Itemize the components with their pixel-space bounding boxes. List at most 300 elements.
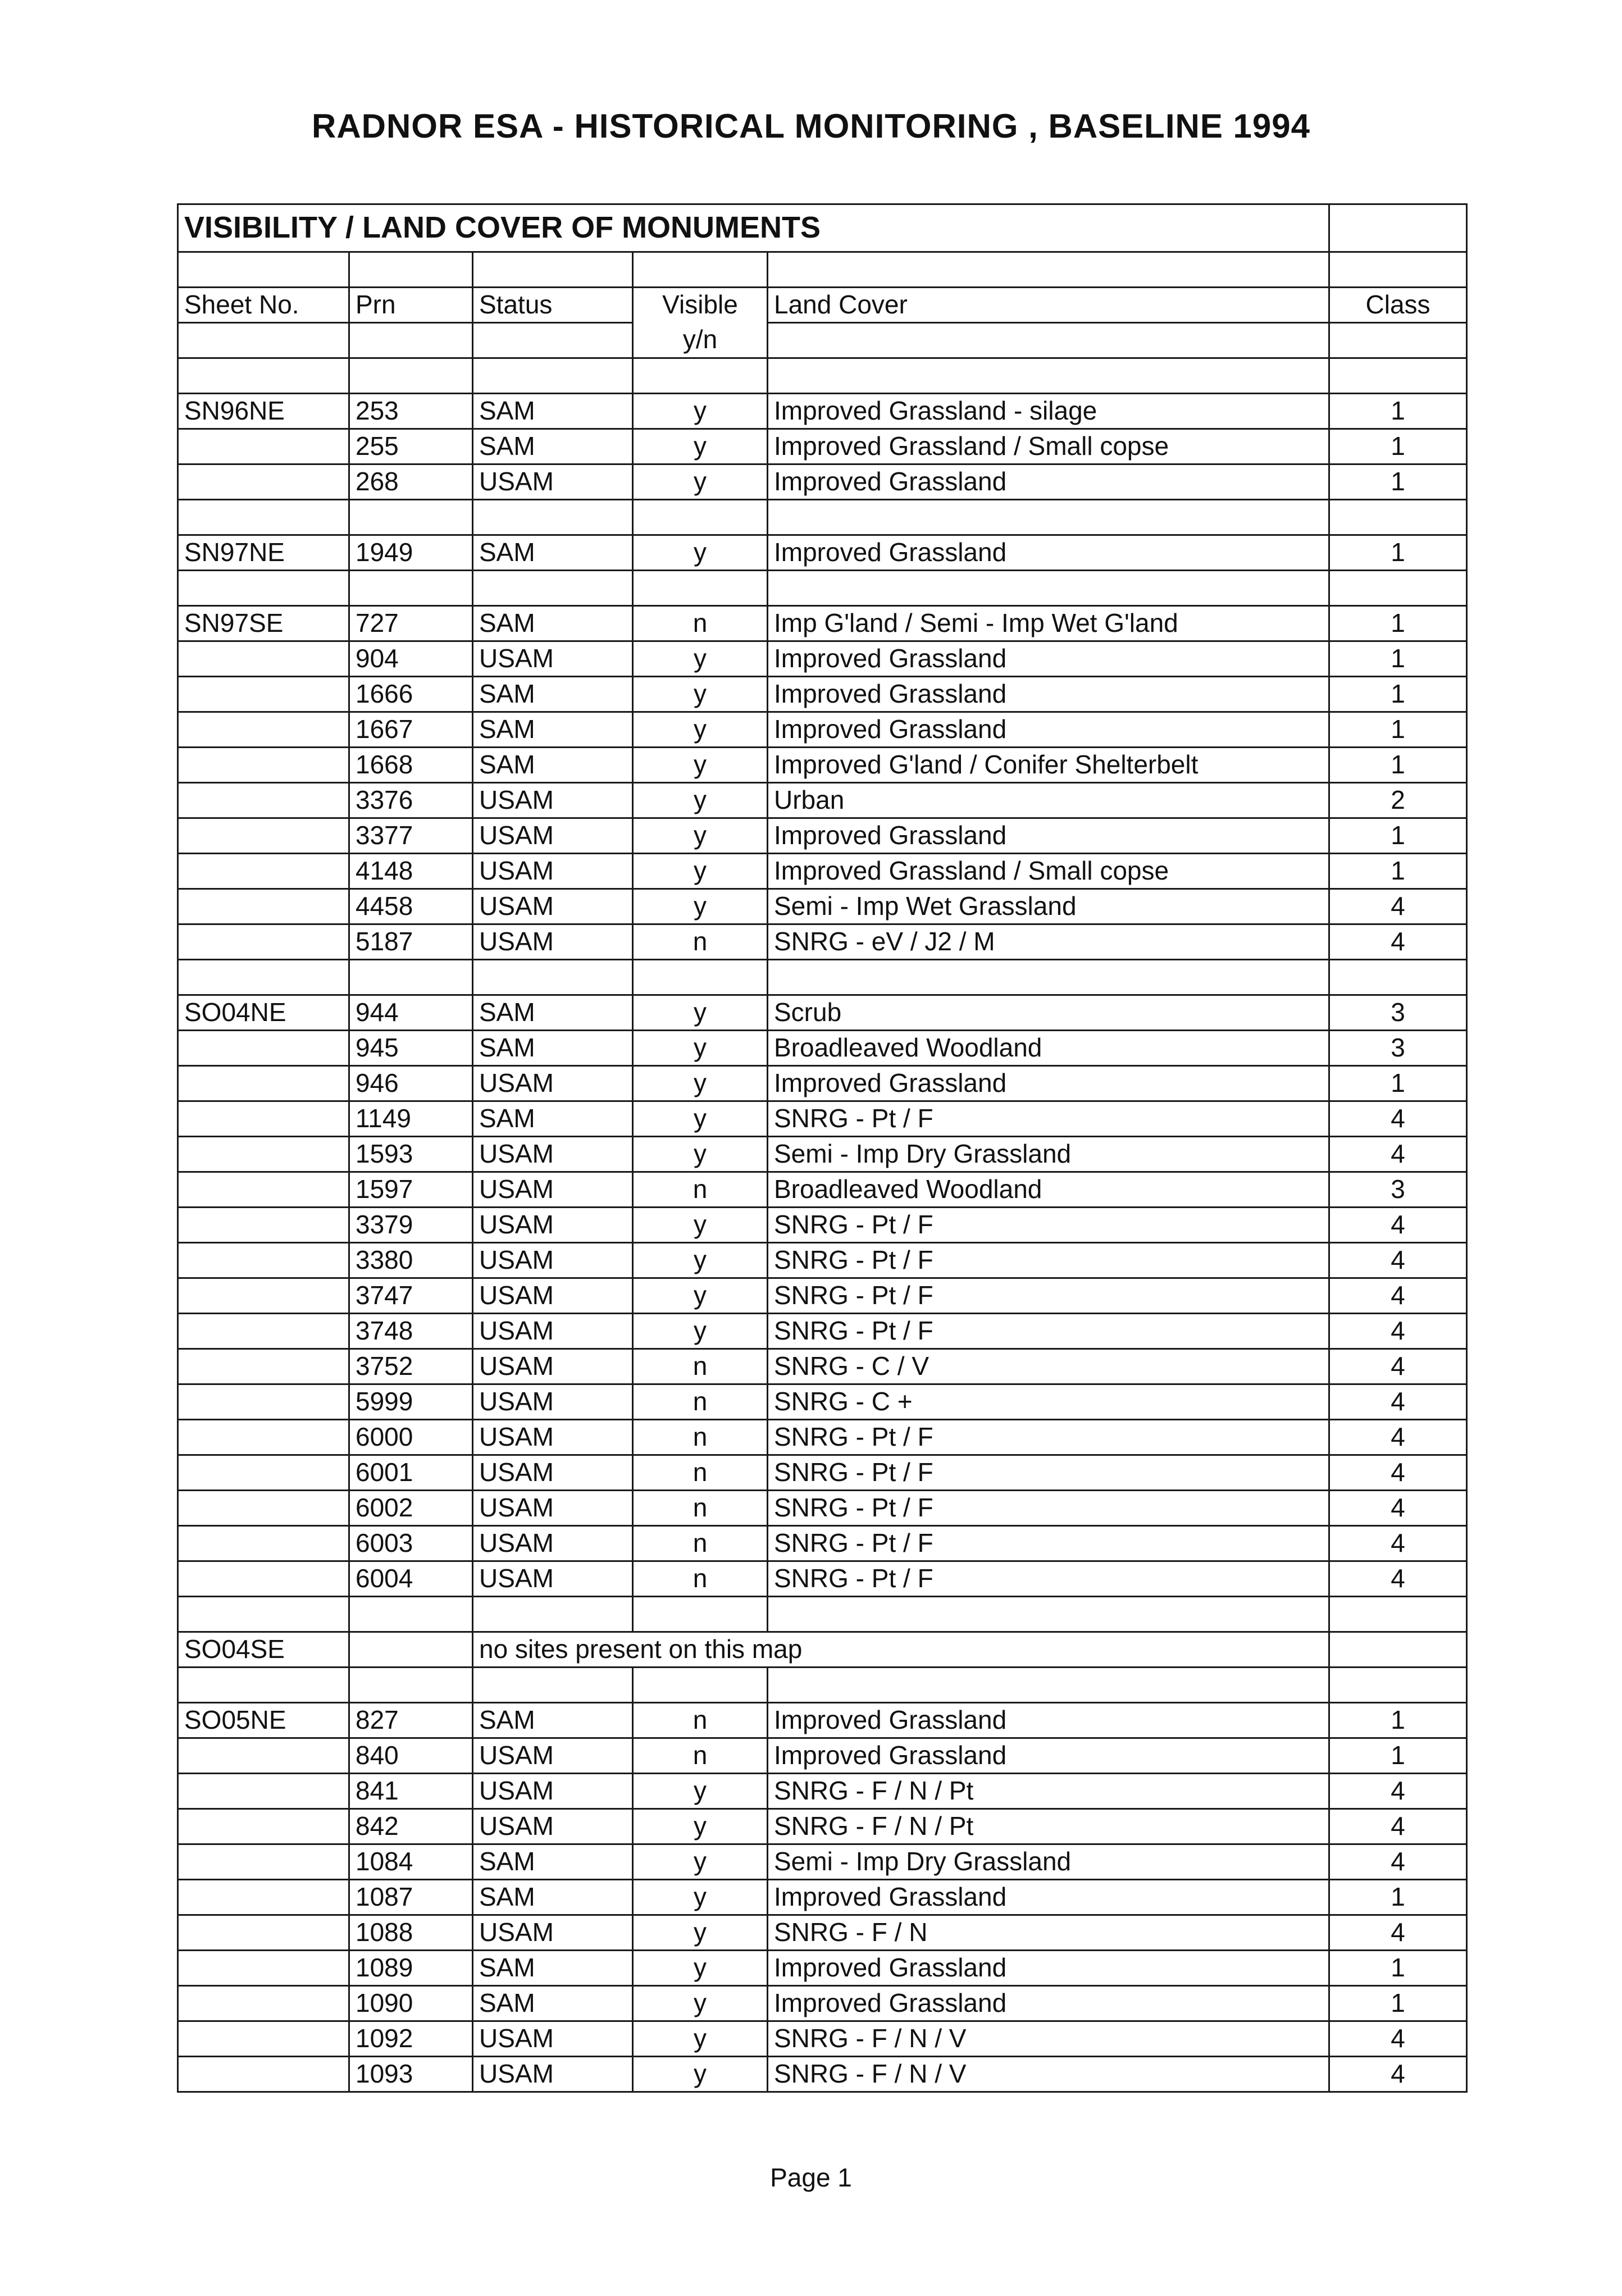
- cell-prn: 842: [349, 1809, 473, 1844]
- table-row: [178, 1632, 1467, 1668]
- table-row: [178, 1314, 1467, 1349]
- cell-prn: 6003: [349, 1526, 473, 1561]
- cell-land-cover: SNRG - F / N / V: [768, 2057, 1329, 2092]
- cell-status: USAM: [473, 464, 633, 500]
- empty-cell: [768, 358, 1329, 394]
- cell-status: USAM: [473, 1491, 633, 1526]
- cell-land-cover: SNRG - Pt / F: [768, 1420, 1329, 1455]
- table-row: [178, 1526, 1467, 1561]
- cell-class: 4: [1329, 1314, 1467, 1349]
- cell-status: USAM: [473, 1066, 633, 1101]
- cell-sheet: [178, 748, 349, 783]
- cell-sheet: [178, 1384, 349, 1420]
- cell-sheet: [178, 1809, 349, 1844]
- cell-visible: y: [633, 1915, 768, 1951]
- table-caption-text: VISIBILITY / LAND COVER OF MONUMENTS: [184, 211, 821, 244]
- cell-visible: y: [633, 535, 768, 571]
- table-row: [178, 677, 1467, 712]
- cell-status: SAM: [473, 535, 633, 571]
- cell-sheet: [178, 1880, 349, 1915]
- cell-visible: n: [633, 1349, 768, 1384]
- table-row: [178, 429, 1467, 464]
- cell-prn: 6001: [349, 1455, 473, 1491]
- empty-cell: [473, 358, 633, 394]
- table-row: [178, 641, 1467, 677]
- header-prn: Prn: [349, 288, 473, 323]
- cell-land-cover: SNRG - Pt / F: [768, 1526, 1329, 1561]
- cell-visible: n: [633, 1172, 768, 1208]
- cell-status: USAM: [473, 1561, 633, 1597]
- cell-land-cover: Improved Grassland: [768, 464, 1329, 500]
- table-row: [178, 1243, 1467, 1278]
- cell-class: 4: [1329, 1101, 1467, 1137]
- cell-class: 4: [1329, 889, 1467, 924]
- cell-prn: 904: [349, 641, 473, 677]
- cell-status: SAM: [473, 712, 633, 748]
- empty-cell: [633, 358, 768, 394]
- cell-class: 4: [1329, 1809, 1467, 1844]
- cell-class: 4: [1329, 1526, 1467, 1561]
- cell-status: SAM: [473, 1101, 633, 1137]
- cell-prn: 253: [349, 394, 473, 429]
- cell-class: 4: [1329, 1243, 1467, 1278]
- cell-sheet: [178, 1066, 349, 1101]
- table-row: [178, 1420, 1467, 1455]
- empty-cell: [178, 960, 349, 995]
- cell-visible: y: [633, 1066, 768, 1101]
- cell-land-cover: Broadleaved Woodland: [768, 1172, 1329, 1208]
- spacer-row: [178, 252, 1467, 288]
- table-row: [178, 1738, 1467, 1774]
- empty-cell: [178, 571, 349, 606]
- cell-visible: n: [633, 1384, 768, 1420]
- cell-land-cover: Urban: [768, 783, 1329, 818]
- cell-class: 4: [1329, 1208, 1467, 1243]
- cell-prn: 255: [349, 429, 473, 464]
- cell-sheet: [178, 1738, 349, 1774]
- cell-prn: 6004: [349, 1561, 473, 1597]
- table-row: [178, 748, 1467, 783]
- cell-sheet: [178, 1526, 349, 1561]
- table-row: [178, 535, 1467, 571]
- cell-status: SAM: [473, 394, 633, 429]
- cell-prn: 3748: [349, 1314, 473, 1349]
- cell-prn: 5187: [349, 924, 473, 960]
- cell-status: USAM: [473, 1420, 633, 1455]
- cell-prn: 1149: [349, 1101, 473, 1137]
- empty-cell: [473, 500, 633, 535]
- empty-cell: [768, 1668, 1329, 1703]
- empty-cell: [473, 571, 633, 606]
- cell-visible: n: [633, 1738, 768, 1774]
- cell-sheet: [178, 1314, 349, 1349]
- cell-sheet: [178, 1561, 349, 1597]
- cell-visible: y: [633, 394, 768, 429]
- cell-land-cover: SNRG - C +: [768, 1384, 1329, 1420]
- cell-visible: n: [633, 1491, 768, 1526]
- cell-land-cover: SNRG - Pt / F: [768, 1314, 1329, 1349]
- cell-visible: y: [633, 748, 768, 783]
- cell-status: USAM: [473, 924, 633, 960]
- cell-prn: 6000: [349, 1420, 473, 1455]
- table-row: [178, 1986, 1467, 2021]
- cell-prn: 1668: [349, 748, 473, 783]
- cell-sheet: [178, 2057, 349, 2092]
- cell-prn: 1084: [349, 1844, 473, 1880]
- cell-prn: [349, 1632, 473, 1668]
- cell-prn: 3747: [349, 1278, 473, 1314]
- cell-class: 4: [1329, 1844, 1467, 1880]
- cell-status: USAM: [473, 1738, 633, 1774]
- empty-cell: [1329, 1668, 1467, 1703]
- cell-land-cover: SNRG - F / N / V: [768, 2021, 1329, 2057]
- cell-visible: y: [633, 2057, 768, 2092]
- cell-sheet: [178, 1349, 349, 1384]
- cell-prn: 5999: [349, 1384, 473, 1420]
- cell-visible: y: [633, 889, 768, 924]
- table-row: [178, 1208, 1467, 1243]
- cell-status: SAM: [473, 995, 633, 1031]
- cell-land-cover: Improved Grassland: [768, 641, 1329, 677]
- cell-class: 4: [1329, 1278, 1467, 1314]
- cell-prn: 1088: [349, 1915, 473, 1951]
- cell-visible: y: [633, 1208, 768, 1243]
- empty-cell: [349, 1668, 473, 1703]
- empty-cell: [178, 1597, 349, 1632]
- header-visible: Visible: [633, 288, 768, 323]
- table-row: [178, 995, 1467, 1031]
- cell-status: USAM: [473, 1915, 633, 1951]
- empty-cell: [349, 358, 473, 394]
- cell-visible: y: [633, 818, 768, 854]
- table-row: [178, 1349, 1467, 1384]
- cell-land-cover: SNRG - Pt / F: [768, 1278, 1329, 1314]
- cell-land-cover: Improved Grassland: [768, 1703, 1329, 1738]
- empty-cell: [633, 571, 768, 606]
- table-row: [178, 818, 1467, 854]
- table-row: [178, 1951, 1467, 1986]
- cell-status: USAM: [473, 1137, 633, 1172]
- cell-land-cover: Semi - Imp Wet Grassland: [768, 889, 1329, 924]
- cell-class: 4: [1329, 1384, 1467, 1420]
- cell-status: USAM: [473, 1314, 633, 1349]
- caption-empty-cell: [1329, 204, 1467, 252]
- cell-visible: y: [633, 1844, 768, 1880]
- cell-class: 1: [1329, 1951, 1467, 1986]
- cell-prn: 1597: [349, 1172, 473, 1208]
- table-row: [178, 1101, 1467, 1137]
- cell-status: SAM: [473, 1844, 633, 1880]
- cell-prn: 1093: [349, 2057, 473, 2092]
- empty-cell: [178, 1668, 349, 1703]
- empty-cell: [349, 571, 473, 606]
- header-row: [178, 288, 1467, 323]
- cell-class: 1: [1329, 535, 1467, 571]
- table-row: [178, 1880, 1467, 1915]
- cell-visible: n: [633, 924, 768, 960]
- cell-land-cover: SNRG - F / N: [768, 1915, 1329, 1951]
- cell-land-cover: Improved Grassland: [768, 1066, 1329, 1101]
- cell-sheet: [178, 2021, 349, 2057]
- table-row: [178, 464, 1467, 500]
- cell-prn: 1666: [349, 677, 473, 712]
- header-land-cover: Land Cover: [768, 288, 1329, 323]
- cell-status: USAM: [473, 641, 633, 677]
- cell-class: 4: [1329, 1137, 1467, 1172]
- cell-land-cover: Improved Grassland: [768, 712, 1329, 748]
- cell-sheet: SO05NE: [178, 1703, 349, 1738]
- table-caption: [178, 204, 1329, 252]
- cell-sheet: [178, 1278, 349, 1314]
- header-visible-sub: y/n: [633, 323, 768, 358]
- cell-visible: y: [633, 1314, 768, 1349]
- cell-prn: 946: [349, 1066, 473, 1101]
- header-status: Status: [473, 288, 633, 323]
- cell-prn: 6002: [349, 1491, 473, 1526]
- cell-status: SAM: [473, 1951, 633, 1986]
- cell-prn: 3380: [349, 1243, 473, 1278]
- empty-cell: [473, 1597, 633, 1632]
- cell-sheet: [178, 712, 349, 748]
- cell-land-cover: Scrub: [768, 995, 1329, 1031]
- cell-visible: y: [633, 1243, 768, 1278]
- cell-class: 1: [1329, 429, 1467, 464]
- cell-visible: y: [633, 1031, 768, 1066]
- cell-prn: 4148: [349, 854, 473, 889]
- cell-land-cover: Improved Grassland / Small copse: [768, 854, 1329, 889]
- cell-prn: 1092: [349, 2021, 473, 2057]
- cell-sheet: [178, 1172, 349, 1208]
- cell-status: USAM: [473, 1774, 633, 1809]
- table-row: [178, 1455, 1467, 1491]
- cell-status: USAM: [473, 2057, 633, 2092]
- cell-sheet: [178, 677, 349, 712]
- cell-class: 4: [1329, 1455, 1467, 1491]
- cell-prn: 268: [349, 464, 473, 500]
- page-number: Page 1: [770, 2163, 852, 2192]
- cell-sheet: SN97NE: [178, 535, 349, 571]
- spacer-row: [178, 358, 1467, 394]
- cell-status: USAM: [473, 1208, 633, 1243]
- table-row: [178, 1172, 1467, 1208]
- cell-visible: y: [633, 1774, 768, 1809]
- cell-note: no sites present on this map: [473, 1632, 1329, 1668]
- cell-land-cover: Improved Grassland - silage: [768, 394, 1329, 429]
- cell-sheet: [178, 1915, 349, 1951]
- cell-land-cover: Improved Grassland / Small copse: [768, 429, 1329, 464]
- cell-class: 1: [1329, 1986, 1467, 2021]
- cell-sheet: [178, 1137, 349, 1172]
- table-row: [178, 1915, 1467, 1951]
- table-row: [178, 1066, 1467, 1101]
- header-class: Class: [1329, 288, 1467, 323]
- spacer-row: [178, 571, 1467, 606]
- table-body: [178, 204, 1467, 2092]
- cell-visible: n: [633, 1703, 768, 1738]
- cell-visible: y: [633, 1278, 768, 1314]
- cell-land-cover: Improved Grassland: [768, 1951, 1329, 1986]
- table-row: [178, 1491, 1467, 1526]
- cell-class: 4: [1329, 2057, 1467, 2092]
- monuments-table: [177, 203, 1468, 2093]
- cell-status: USAM: [473, 1278, 633, 1314]
- cell-status: USAM: [473, 1243, 633, 1278]
- cell-class: 1: [1329, 1880, 1467, 1915]
- cell-class: 1: [1329, 1738, 1467, 1774]
- cell-sheet: [178, 1491, 349, 1526]
- cell-land-cover: Improved Grassland: [768, 1986, 1329, 2021]
- cell-status: USAM: [473, 1809, 633, 1844]
- table-row: [178, 394, 1467, 429]
- spacer-row: [178, 1668, 1467, 1703]
- empty-cell: [633, 500, 768, 535]
- cell-visible: y: [633, 2021, 768, 2057]
- table-row: [178, 1561, 1467, 1597]
- cell-sheet: [178, 1951, 349, 1986]
- cell-land-cover: Improved Grassland: [768, 1880, 1329, 1915]
- cell-visible: y: [633, 1137, 768, 1172]
- cell-sheet: [178, 889, 349, 924]
- cell-land-cover: SNRG - F / N / Pt: [768, 1774, 1329, 1809]
- table-row: [178, 2021, 1467, 2057]
- cell-status: SAM: [473, 429, 633, 464]
- cell-visible: y: [633, 995, 768, 1031]
- cell-land-cover: Improved Grassland: [768, 1738, 1329, 1774]
- cell-status: USAM: [473, 1349, 633, 1384]
- cell-prn: 841: [349, 1774, 473, 1809]
- cell-class: 4: [1329, 2021, 1467, 2057]
- cell-sheet: [178, 1243, 349, 1278]
- empty-cell: [349, 500, 473, 535]
- empty-cell: [473, 1668, 633, 1703]
- cell-class: 1: [1329, 606, 1467, 641]
- table-row: [178, 1844, 1467, 1880]
- cell-visible: n: [633, 1526, 768, 1561]
- cell-class: 4: [1329, 1491, 1467, 1526]
- cell-class: 1: [1329, 394, 1467, 429]
- empty-cell: [178, 358, 349, 394]
- cell-sheet: [178, 429, 349, 464]
- cell-sheet: [178, 854, 349, 889]
- cell-sheet: SN97SE: [178, 606, 349, 641]
- cell-class: 1: [1329, 1703, 1467, 1738]
- cell-class: 4: [1329, 1915, 1467, 1951]
- cell-status: SAM: [473, 1031, 633, 1066]
- cell-land-cover: Improved G'land / Conifer Shelterbelt: [768, 748, 1329, 783]
- cell-land-cover: Semi - Imp Dry Grassland: [768, 1844, 1329, 1880]
- empty-cell: [768, 571, 1329, 606]
- cell-status: USAM: [473, 1172, 633, 1208]
- cell-sheet: [178, 924, 349, 960]
- cell-class: 1: [1329, 854, 1467, 889]
- empty-cell: [768, 1597, 1329, 1632]
- cell-class: 4: [1329, 924, 1467, 960]
- cell-prn: 1087: [349, 1880, 473, 1915]
- cell-land-cover: SNRG - eV / J2 / M: [768, 924, 1329, 960]
- document-title: RADNOR ESA - HISTORICAL MONITORING , BASELINE 1994: [311, 107, 1311, 145]
- cell-prn: 3377: [349, 818, 473, 854]
- cell-visible: y: [633, 1880, 768, 1915]
- cell-sheet: [178, 641, 349, 677]
- table-row: [178, 1809, 1467, 1844]
- spacer-row: [178, 500, 1467, 535]
- cell-prn: 1949: [349, 535, 473, 571]
- cell-class: 1: [1329, 1066, 1467, 1101]
- empty-cell: [1329, 1597, 1467, 1632]
- cell-visible: y: [633, 783, 768, 818]
- cell-status: SAM: [473, 748, 633, 783]
- empty-cell: [1329, 500, 1467, 535]
- cell-status: SAM: [473, 606, 633, 641]
- cell-visible: n: [633, 606, 768, 641]
- cell-land-cover: SNRG - Pt / F: [768, 1561, 1329, 1597]
- cell-prn: 944: [349, 995, 473, 1031]
- cell-class: [1329, 1632, 1467, 1668]
- cell-land-cover: Broadleaved Woodland: [768, 1031, 1329, 1066]
- empty-cell: [633, 1597, 768, 1632]
- table-row: [178, 2057, 1467, 2092]
- cell-class: 4: [1329, 1349, 1467, 1384]
- cell-sheet: [178, 1101, 349, 1137]
- table-row: [178, 889, 1467, 924]
- cell-status: USAM: [473, 783, 633, 818]
- cell-sheet: [178, 1844, 349, 1880]
- cell-prn: 4458: [349, 889, 473, 924]
- cell-prn: 1090: [349, 1986, 473, 2021]
- table-row: [178, 1774, 1467, 1809]
- cell-status: USAM: [473, 889, 633, 924]
- empty-cell: [1329, 571, 1467, 606]
- cell-class: 1: [1329, 748, 1467, 783]
- cell-land-cover: SNRG - C / V: [768, 1349, 1329, 1384]
- cell-status: SAM: [473, 1703, 633, 1738]
- cell-sheet: [178, 1031, 349, 1066]
- cell-visible: y: [633, 677, 768, 712]
- cell-visible: y: [633, 641, 768, 677]
- cell-prn: 1593: [349, 1137, 473, 1172]
- cell-land-cover: SNRG - Pt / F: [768, 1491, 1329, 1526]
- cell-status: USAM: [473, 1455, 633, 1491]
- table-row: [178, 1137, 1467, 1172]
- cell-visible: y: [633, 429, 768, 464]
- monuments-table-container: [177, 203, 1468, 2093]
- cell-sheet: [178, 1208, 349, 1243]
- empty-cell: [349, 1597, 473, 1632]
- cell-land-cover: Semi - Imp Dry Grassland: [768, 1137, 1329, 1172]
- cell-class: 1: [1329, 712, 1467, 748]
- cell-sheet: [178, 1986, 349, 2021]
- cell-status: USAM: [473, 1526, 633, 1561]
- cell-class: 4: [1329, 1561, 1467, 1597]
- cell-visible: y: [633, 1809, 768, 1844]
- empty-cell: [768, 960, 1329, 995]
- cell-visible: y: [633, 1101, 768, 1137]
- cell-land-cover: SNRG - Pt / F: [768, 1208, 1329, 1243]
- table-row: [178, 1384, 1467, 1420]
- empty-cell: [473, 960, 633, 995]
- header-sheet: Sheet No.: [178, 288, 349, 323]
- table-row: [178, 712, 1467, 748]
- cell-prn: 1667: [349, 712, 473, 748]
- cell-visible: y: [633, 712, 768, 748]
- cell-class: 4: [1329, 1420, 1467, 1455]
- cell-sheet: [178, 1455, 349, 1491]
- cell-visible: n: [633, 1455, 768, 1491]
- cell-visible: y: [633, 1951, 768, 1986]
- cell-status: USAM: [473, 818, 633, 854]
- cell-land-cover: Improved Grassland: [768, 535, 1329, 571]
- empty-cell: [178, 500, 349, 535]
